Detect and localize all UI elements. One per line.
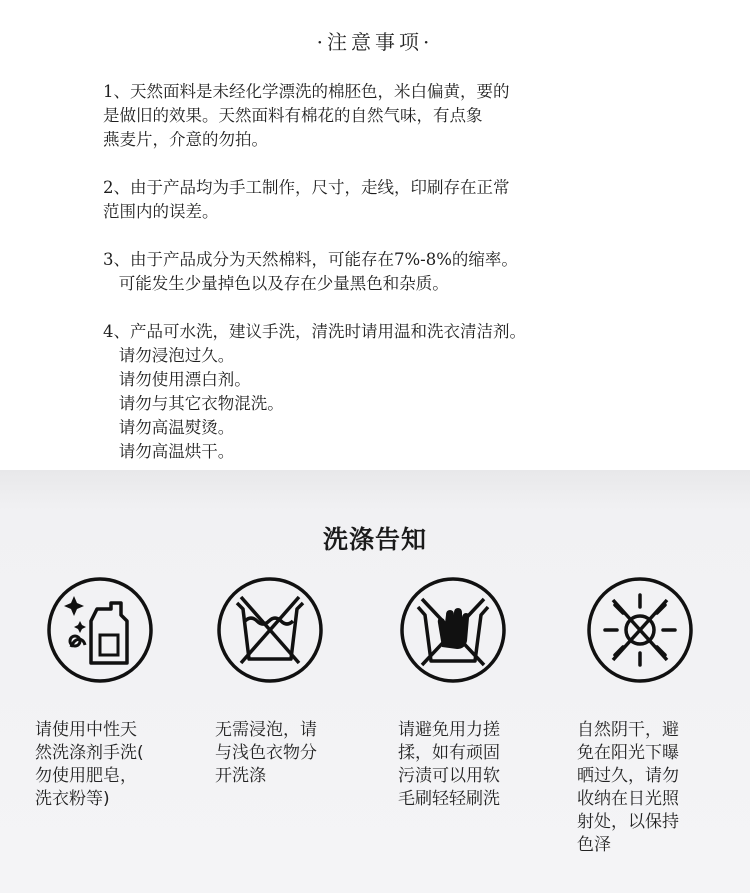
care-card-detergent — [35, 575, 200, 811]
notice-item-4 — [103, 320, 663, 464]
notice-line: 2、由于产品均为手工制作，尺寸，走线，印刷存在正常 — [103, 178, 510, 197]
care-section — [0, 470, 750, 893]
no-scrub-hand-icon — [398, 575, 508, 685]
notice-line: 燕麦片，介意的勿拍。 — [103, 130, 268, 149]
notice-line: 请勿浸泡过久。 — [103, 346, 235, 365]
notice-line: 请勿使用漂白剂。 — [103, 370, 251, 389]
notice-line: 可能发生少量掉色以及存在少量黑色和杂质。 — [103, 274, 449, 293]
care-caption: 请使用中性天 然洗涤剂手洗( 勿使用肥皂， 洗衣粉等) — [35, 720, 144, 809]
notice-line: 1、天然面料是未经化学漂洗的棉胚色，米白偏黄，要的 — [103, 82, 510, 101]
notice-line: 请勿与其它衣物混洗。 — [103, 394, 284, 413]
care-caption: 自然阴干，避 免在阳光下曝 晒过久，请勿 收纳在日光照 射处，以保持 色泽 — [577, 720, 679, 855]
notice-line: 范围内的误差。 — [103, 202, 219, 221]
no-sun-dry-icon — [585, 575, 695, 685]
notice-list — [103, 80, 663, 488]
care-caption: 无需浸泡，请 与浅色衣物分 开洗涤 — [215, 720, 317, 786]
notice-line: 请勿高温熨烫。 — [103, 418, 235, 437]
notice-line: 是做旧的效果。天然面料有棉花的自然气味，有点象 — [103, 106, 483, 125]
notice-item-1 — [103, 80, 663, 152]
notice-line: 3、由于产品成分为天然棉料，可能存在7%-8%的缩率。 — [103, 250, 518, 269]
care-card-no-soak — [215, 575, 380, 788]
care-caption: 请避免用力搓 揉，如有顽固 污渍可以用软 毛刷轻轻刷洗 — [398, 720, 500, 809]
notice-item-3 — [103, 248, 663, 296]
notice-item-2 — [103, 176, 663, 224]
no-soak-icon — [215, 575, 325, 685]
care-card-no-scrub — [398, 575, 563, 811]
care-card-no-sun — [577, 575, 742, 857]
detergent-bottle-icon — [45, 575, 155, 685]
notice-line: 4、产品可水洗，建议手洗，清洗时请用温和洗衣清洁剂。 — [103, 322, 526, 341]
care-title: 洗涤告知 — [322, 525, 427, 554]
notice-title: ·注意事项· — [316, 30, 434, 54]
notice-line: 请勿高温烘干。 — [103, 442, 235, 461]
